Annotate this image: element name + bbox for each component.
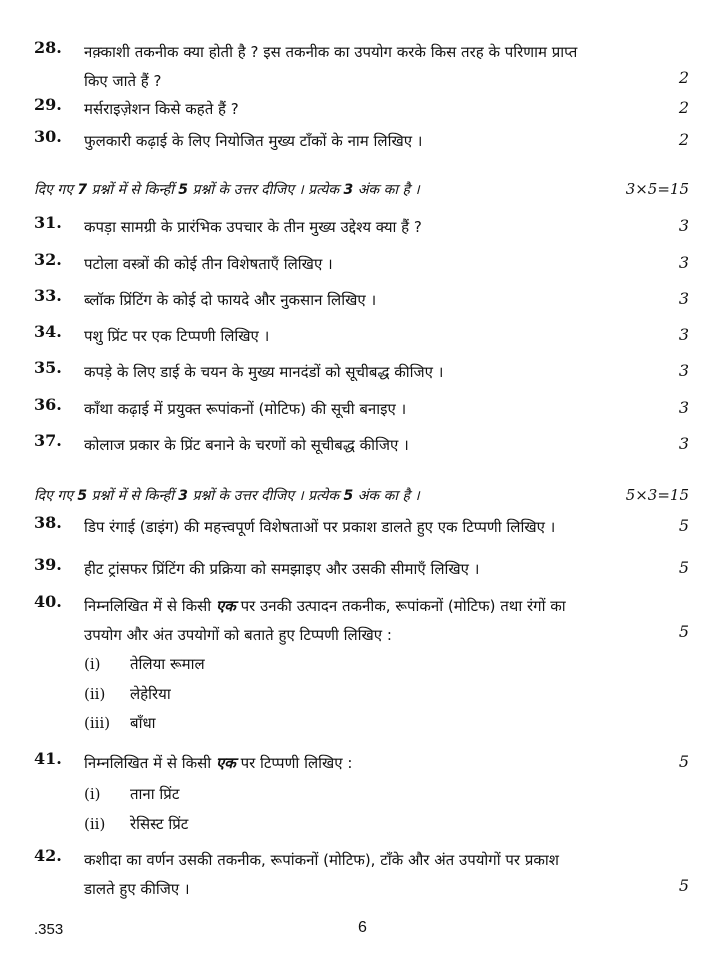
question-text	[84, 749, 664, 778]
option-label: (ii)	[84, 685, 106, 703]
option-label: (iii)	[84, 714, 111, 732]
question-number: 28.	[34, 38, 62, 57]
option-iii	[84, 713, 156, 733]
question-marks: 2	[678, 130, 689, 149]
instruction-number: 3	[178, 488, 189, 504]
question-text	[84, 592, 664, 650]
emphasis-text: एक	[215, 754, 236, 772]
option-label: (i)	[84, 655, 101, 673]
question-marks: 3	[678, 361, 689, 380]
instruction-text: प्रश्नों में से किन्हीं	[87, 182, 179, 198]
question-text: ब्लॉक प्रिंटिंग के कोई दो फायदे और नुकसान लिखिए ।	[84, 291, 377, 309]
question-marks: 5	[678, 558, 689, 577]
question-marks: 3	[678, 398, 689, 417]
instruction-number: 5	[343, 488, 354, 504]
question-text-line	[84, 749, 664, 778]
question-number: 32.	[34, 250, 62, 269]
option-text: ताना प्रिंट	[130, 785, 180, 803]
option-i	[84, 784, 179, 804]
option-ii	[84, 814, 188, 834]
instruction-number: 3	[343, 182, 354, 198]
question-text-line: उपयोग और अंत उपयोगों को बताते हुए टिप्पणी लिखिए :	[84, 626, 392, 644]
instruction-text: दिए गए	[34, 182, 78, 198]
question-number: 38.	[34, 513, 62, 532]
question-text-line: डालते हुए कीजिए ।	[84, 880, 190, 898]
text-segment: पर टिप्पणी लिखिए :	[235, 754, 353, 772]
question-number: 35.	[34, 358, 62, 377]
question-marks: 3	[678, 325, 689, 344]
question-text	[84, 38, 664, 96]
section-marks: 3×5=15	[625, 180, 689, 198]
option-text: तेलिया रूमाल	[130, 655, 205, 673]
instruction-text: प्रश्नों के उत्तर दीजिए । प्रत्येक	[188, 488, 344, 504]
paper-code: .353	[34, 921, 64, 938]
question-text: पटोला वस्त्रों की कोई तीन विशेषताएँ लिखिए ।	[84, 255, 333, 273]
question-number: 36.	[34, 395, 62, 414]
question-text: कोलाज प्रकार के प्रिंट बनाने के चरणों को सूचीबद्ध कीजिए ।	[84, 436, 409, 454]
question-marks: 2	[678, 68, 689, 87]
question-number: 31.	[34, 213, 62, 232]
question-text: काँथा कढ़ाई में प्रयुक्त रूपांकनों (मोटिफ) की सूची बनाइए ।	[84, 400, 407, 418]
question-marks: 3	[678, 216, 689, 235]
section-instruction-5-marks	[34, 486, 689, 505]
question-marks: 2	[678, 98, 689, 117]
question-marks: 3	[678, 289, 689, 308]
question-number: 40.	[34, 592, 62, 611]
question-text: हीट ट्रांसफर प्रिंटिंग की प्रक्रिया को समझाइए और उसकी सीमाएँ लिखिए ।	[84, 560, 480, 578]
question-marks: 3	[678, 253, 689, 272]
page-number: 6	[358, 919, 367, 936]
question-marks: 5	[678, 876, 689, 895]
question-text: कपड़ा सामग्री के प्रारंभिक उपचार के तीन मुख्य उद्देश्य क्या हैं ?	[84, 218, 422, 236]
question-marks: 5	[678, 516, 689, 535]
emphasis-text: एक	[215, 597, 236, 615]
option-label: (i)	[84, 785, 101, 803]
option-ii	[84, 684, 171, 704]
question-number: 37.	[34, 431, 62, 450]
instruction-text: अंक का है ।	[353, 488, 420, 504]
instruction-text: प्रश्नों में से किन्हीं	[87, 488, 179, 504]
question-text: फुलकारी कढ़ाई के लिए नियोजित मुख्य टाँकों के नाम लिखिए ।	[84, 132, 423, 150]
question-text: कपड़े के लिए डाई के चयन के मुख्य मानदंडों को सूचीबद्ध कीजिए ।	[84, 363, 444, 381]
instruction-text: प्रश्नों के उत्तर दीजिए । प्रत्येक	[188, 182, 344, 198]
option-text: रेसिस्ट प्रिंट	[130, 815, 189, 833]
text-segment: निम्नलिखित में से किसी	[84, 754, 216, 772]
question-text-line	[84, 592, 664, 621]
question-text-line: नक़्काशी तकनीक क्या होती है ? इस तकनीक का उपयोग करके किस तरह के परिणाम प्राप्त	[84, 43, 578, 61]
question-text: डिप रंगाई (डाइंग) की महत्त्वपूर्ण विशेषताओं पर प्रकाश डालते हुए एक टिप्पणी लिखिए ।	[84, 518, 556, 536]
question-number: 39.	[34, 555, 62, 574]
instruction-text: अंक का है ।	[353, 182, 420, 198]
option-label: (ii)	[84, 815, 106, 833]
question-number: 33.	[34, 286, 62, 305]
question-number: 30.	[34, 127, 62, 146]
question-number: 29.	[34, 95, 62, 114]
instruction-number: 5	[178, 182, 189, 198]
option-i	[84, 654, 205, 674]
question-text-line: किए जाते हैं ?	[84, 72, 162, 90]
text-segment: निम्नलिखित में से किसी	[84, 597, 216, 615]
question-text: पशु प्रिंट पर एक टिप्पणी लिखिए ।	[84, 327, 270, 345]
question-text: मर्सराइज़ेशन किसे कहते हैं ?	[84, 100, 239, 118]
question-marks: 5	[678, 622, 689, 641]
option-text: बाँधा	[130, 714, 156, 732]
question-number: 41.	[34, 749, 62, 768]
question-marks: 5	[678, 752, 689, 771]
section-marks: 5×3=15	[625, 486, 689, 504]
question-marks: 3	[678, 434, 689, 453]
instruction-number: 5	[77, 488, 88, 504]
option-text: लेहेरिया	[130, 685, 171, 703]
question-number: 42.	[34, 846, 62, 865]
instruction-number: 7	[77, 182, 88, 198]
instruction-text: दिए गए	[34, 488, 78, 504]
question-text	[84, 846, 664, 904]
text-segment: पर उनकी उत्पादन तकनीक, रूपांकनों (मोटिफ) तथा रंगों का	[235, 597, 566, 615]
section-instruction-3-marks	[34, 180, 689, 199]
question-text-line: कशीदा का वर्णन उसकी तकनीक, रूपांकनों (मोटिफ), टाँके और अंत उपयोगों पर प्रकाश	[84, 851, 559, 869]
question-number: 34.	[34, 322, 62, 341]
